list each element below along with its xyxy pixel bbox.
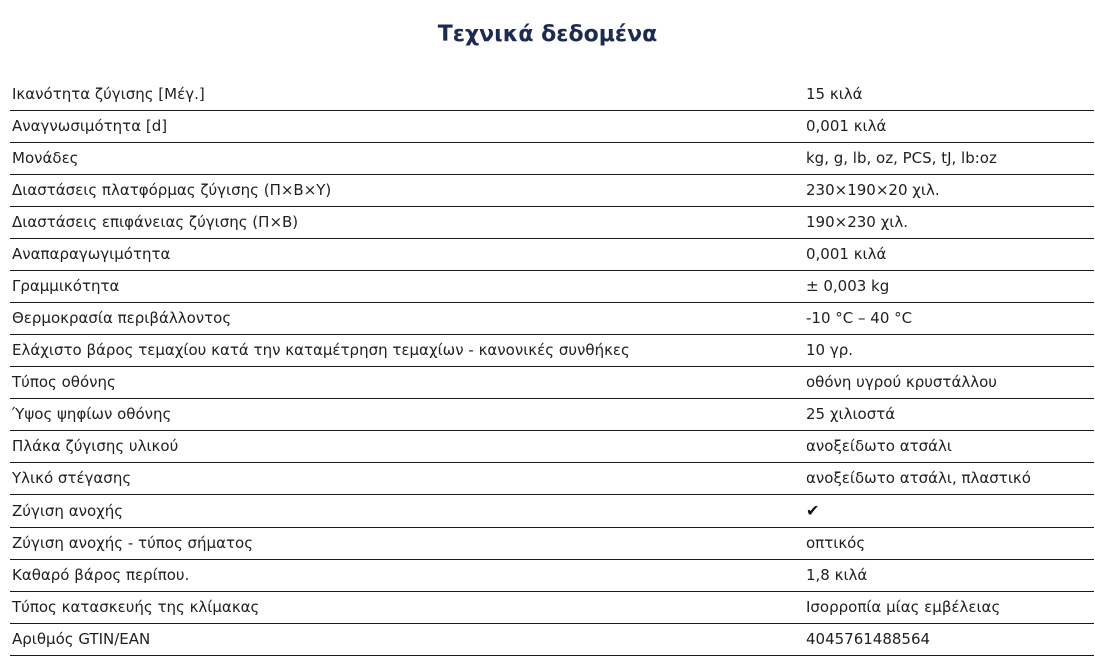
spec-value: 0,001 κιλά <box>804 239 1094 271</box>
spec-label: Γραμμικότητα <box>10 271 804 303</box>
spec-value: ανοξείδωτο ατσάλι <box>804 431 1094 463</box>
spec-value: 190×230 χιλ. <box>804 207 1094 239</box>
spec-table <box>10 79 1094 656</box>
spec-value: οπτικός <box>804 528 1094 560</box>
spec-value: -10 °C – 40 °C <box>804 303 1094 335</box>
spec-value <box>804 495 1094 528</box>
table-row <box>10 399 1094 431</box>
spec-label: Υλικό στέγασης <box>10 463 804 495</box>
spec-label: Ζύγιση ανοχής - τύπος σήματος <box>10 528 804 560</box>
table-row <box>10 207 1094 239</box>
spec-value: 4045761488564 <box>804 624 1094 656</box>
spec-label: Θερμοκρασία περιβάλλοντος <box>10 303 804 335</box>
spec-label: Τύπος κατασκευής της κλίμακας <box>10 592 804 624</box>
spec-value: 15 κιλά <box>804 79 1094 111</box>
table-row <box>10 303 1094 335</box>
spec-value: 25 χιλιοστά <box>804 399 1094 431</box>
table-row <box>10 271 1094 303</box>
table-row <box>10 528 1094 560</box>
spec-label: Πλάκα ζύγισης υλικού <box>10 431 804 463</box>
table-row <box>10 143 1094 175</box>
table-row <box>10 431 1094 463</box>
spec-value: ανοξείδωτο ατσάλι, πλαστικό <box>804 463 1094 495</box>
page-title: Τεχνικά δεδομένα <box>437 22 658 47</box>
spec-label: Αριθμός GTIN/EAN <box>10 624 804 656</box>
spec-label: Ζύγιση ανοχής <box>10 495 804 528</box>
table-row <box>10 79 1094 111</box>
spec-label: Διαστάσεις πλατφόρμας ζύγισης (Π×Β×Υ) <box>10 175 804 207</box>
checkmark-icon: ✔ <box>806 501 820 520</box>
table-row <box>10 239 1094 271</box>
spec-label: Καθαρό βάρος περίπου. <box>10 560 804 592</box>
table-row <box>10 367 1094 399</box>
spec-value: 230×190×20 χιλ. <box>804 175 1094 207</box>
table-row <box>10 111 1094 143</box>
table-row <box>10 335 1094 367</box>
spec-value: ± 0,003 kg <box>804 271 1094 303</box>
table-row <box>10 592 1094 624</box>
spec-value: οθόνη υγρού κρυστάλλου <box>804 367 1094 399</box>
spec-label: Διαστάσεις επιφάνειας ζύγισης (Π×Β) <box>10 207 804 239</box>
spec-value: 10 γρ. <box>804 335 1094 367</box>
spec-value: 1,8 κιλά <box>804 560 1094 592</box>
spec-label: Ελάχιστο βάρος τεμαχίου κατά την καταμέτρηση τεμαχίων - κανονικές συνθήκες <box>10 335 804 367</box>
spec-label: Τύπος οθόνης <box>10 367 804 399</box>
table-row <box>10 560 1094 592</box>
table-row <box>10 463 1094 495</box>
table-row <box>10 624 1094 656</box>
spec-label: Μονάδες <box>10 143 804 175</box>
table-row <box>10 175 1094 207</box>
spec-value: Ισορροπία μίας εμβέλειας <box>804 592 1094 624</box>
spec-label: Ύψος ψηφίων οθόνης <box>10 399 804 431</box>
spec-label: Αναγνωσιμότητα [d] <box>10 111 804 143</box>
spec-value: kg, g, lb, oz, PCS, tJ, lb:oz <box>804 143 1094 175</box>
spec-label: Αναπαραγωγιμότητα <box>10 239 804 271</box>
spec-value: 0,001 κιλά <box>804 111 1094 143</box>
spec-label: Ικανότητα ζύγισης [Μέγ.] <box>10 79 804 111</box>
table-row <box>10 495 1094 528</box>
